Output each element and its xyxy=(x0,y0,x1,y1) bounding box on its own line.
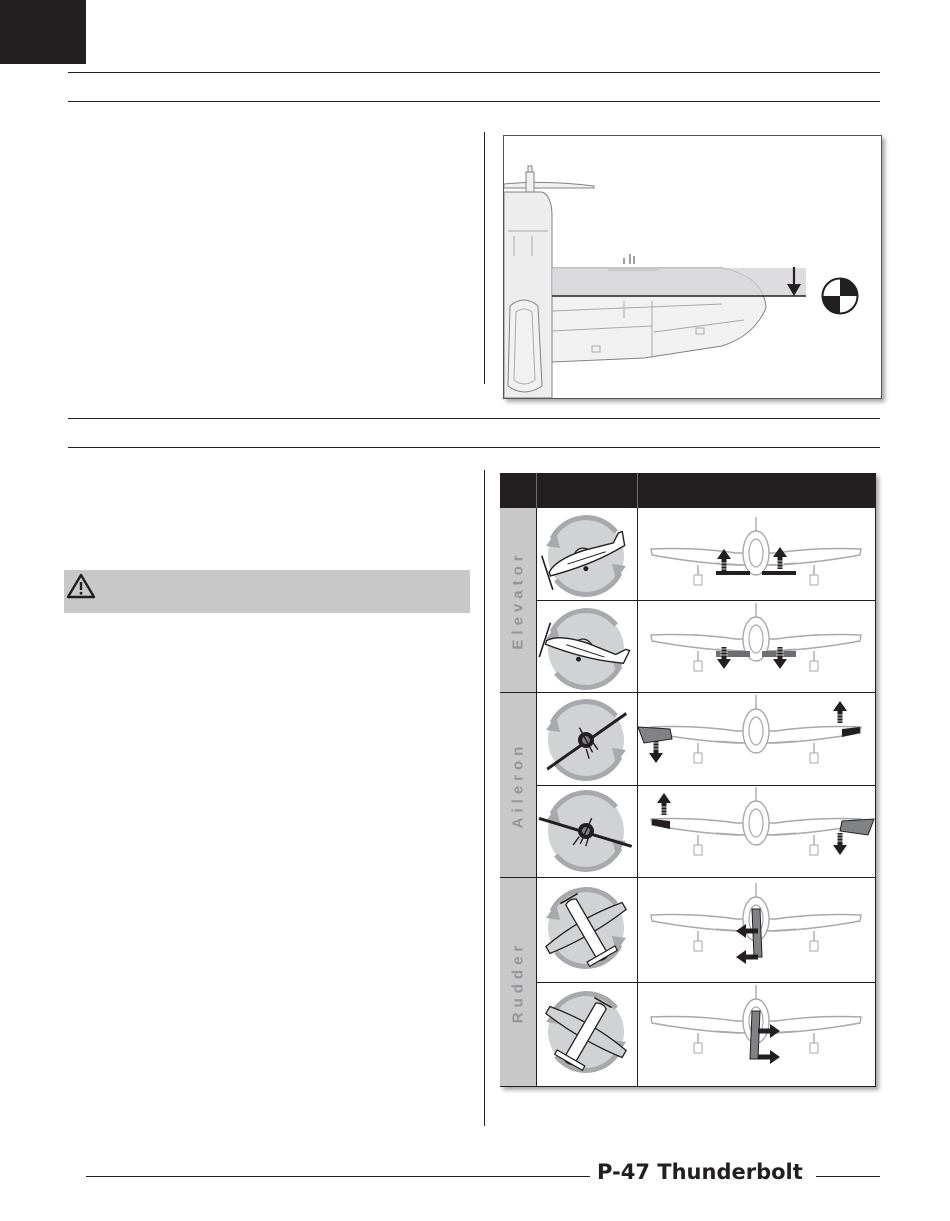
rudder-left-surface-diagram xyxy=(651,883,861,964)
aileron-left-attitude-icon xyxy=(537,702,637,779)
group-label-aileron: Aileron xyxy=(509,741,527,829)
group-label-elevator: Elevator xyxy=(509,550,527,650)
center-of-gravity-icon xyxy=(823,279,858,314)
warning-banner xyxy=(64,570,470,613)
elevator-up-attitude-icon xyxy=(542,518,633,595)
rudder-right-surface-diagram xyxy=(651,985,861,1064)
rudder-right-attitude-icon xyxy=(530,981,641,1086)
column-divider-bottom xyxy=(484,470,485,1126)
section-rule-middle xyxy=(68,418,880,419)
elevator-up-surface-diagram xyxy=(651,517,861,585)
aileron-right-attitude-icon xyxy=(535,793,636,870)
footer-title: P-47 Thunderbolt xyxy=(597,1160,803,1184)
elevator-down-attitude-icon xyxy=(539,611,630,688)
footer-rule-right xyxy=(816,1176,880,1177)
control-table-graphics xyxy=(500,473,876,1087)
page-corner-block xyxy=(0,0,86,64)
group-label-rudder: Rudder xyxy=(509,940,527,1024)
column-divider-top xyxy=(484,132,485,384)
footer-rule-left xyxy=(86,1176,590,1177)
rudder-left-attitude-icon xyxy=(531,877,642,982)
elevator-down-surface-diagram xyxy=(651,603,861,671)
section-rule-top-under xyxy=(68,101,880,102)
warning-triangle-icon xyxy=(66,572,96,600)
aileron-right-surface-diagram xyxy=(651,787,874,855)
center-of-gravity-figure xyxy=(503,135,882,399)
aileron-left-surface-diagram xyxy=(638,695,861,763)
section-rule-top xyxy=(68,72,880,73)
section-rule-middle-under xyxy=(68,447,880,448)
control-direction-table xyxy=(500,473,876,1087)
